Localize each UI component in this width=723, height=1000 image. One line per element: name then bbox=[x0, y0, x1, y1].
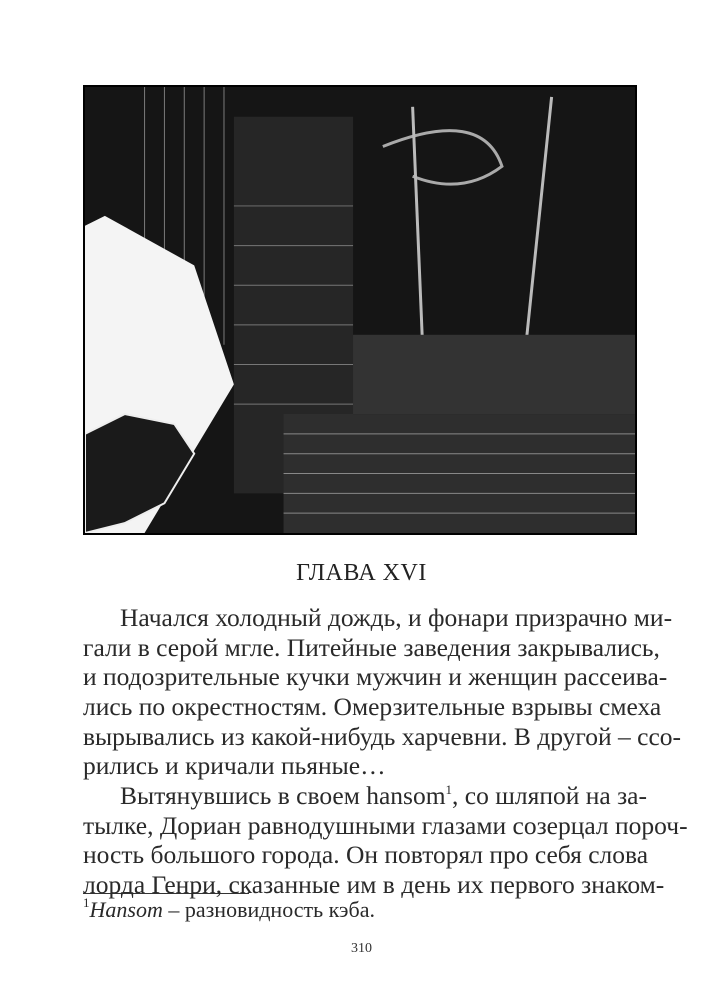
text-line: рились и кричали пьяные… bbox=[83, 751, 386, 781]
woodcut-illustration bbox=[83, 85, 637, 535]
text-line: ность большого города. Он повторял про себя слова bbox=[83, 840, 649, 870]
text-line: лорда Генри, сказанные им в день их первого знаком- bbox=[83, 870, 665, 899]
text-fragment: , со шляпой на за- bbox=[452, 781, 647, 810]
page-number: 310 bbox=[351, 941, 372, 956]
chapter-title: ГЛАВА XVI bbox=[296, 560, 427, 586]
text-line: тылке, Дориан равнодушными глазами созерцал пороч- bbox=[83, 810, 688, 840]
text-fragment: Вытянувшись в своем hansom bbox=[120, 781, 446, 810]
footnote-marker: 1 bbox=[83, 895, 90, 910]
footnote-reference[interactable]: 1 bbox=[445, 782, 453, 797]
text-line: Начался холодный дождь, и фонари призрачно ми- bbox=[120, 603, 673, 632]
footnote-text: – разновидность кэба. bbox=[162, 897, 375, 922]
text-line: вырывались из какой-нибудь харчевни. В другой – ссо- bbox=[83, 721, 682, 751]
text-line: лись по окрестностям. Омерзительные взрывы смеха bbox=[83, 692, 662, 721]
text-line: и подозрительные кучки мужчин и женщин рассеива- bbox=[83, 662, 668, 692]
text-line bbox=[120, 781, 647, 811]
text-line: гали в серой мгле. Питейные заведения закрывались, bbox=[83, 632, 660, 662]
footnote-term: Hansom bbox=[89, 897, 163, 922]
footnote bbox=[83, 897, 375, 923]
